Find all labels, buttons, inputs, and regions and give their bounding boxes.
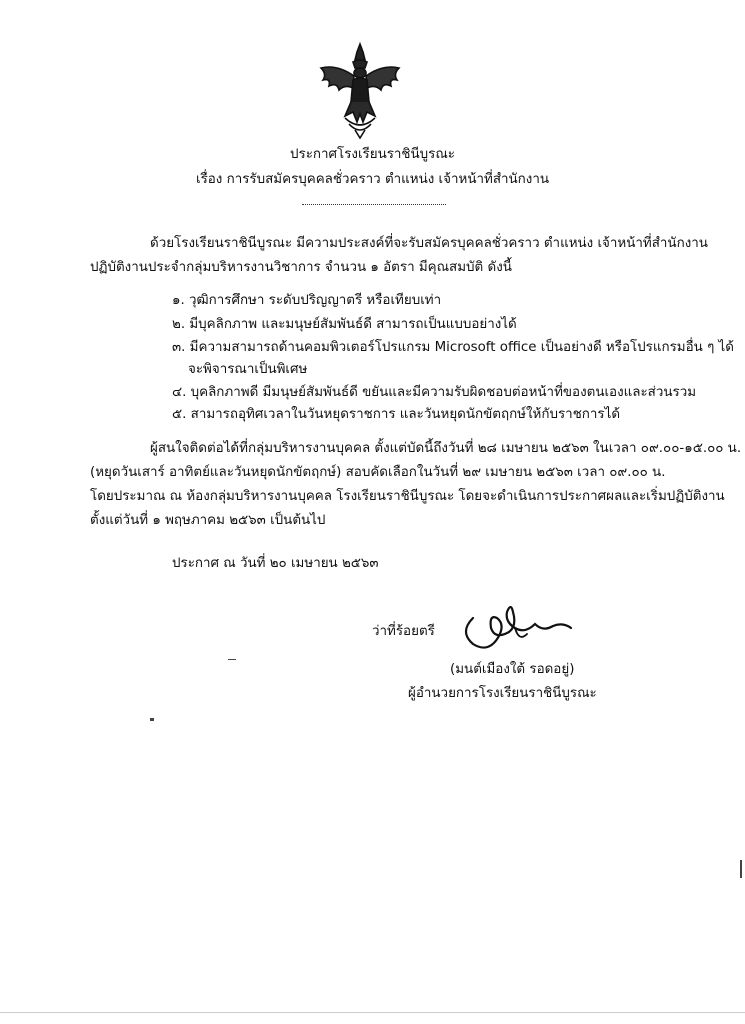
signatory-position: ผู้อำนวยการโรงเรียนราชินีบูรณะ [408,686,597,701]
contact-line-2: (หยุดวันเสาร์ อาทิตย์และวันหยุดนักขัตฤกษ์) สอบคัดเลือกในวันที่ ๒๙ เมษายน ๒๕๖๓ เวลา ๐๙.๐๐ น. [90,465,666,480]
signatory-name: (มนต์เมืองใต้ รอดอยู่) [450,662,575,677]
announcement-date: ประกาศ ณ วันที่ ๒๐ เมษายน ๒๕๖๓ [172,556,379,571]
intro-line-2: ปฏิบัติงานประจำกลุ่มบริหารงานวิชาการ จำนวน ๑ อัตรา มีคุณสมบัติ ดังนี้ [90,260,512,275]
title-divider [302,204,446,205]
contact-line-3: โดยประมาณ ณ ห้องกลุ่มบริหารงานบุคคล โรงเรียนราชินีบูรณะ โดยจะดำเนินการประกาศผลและเริ่มปฏิบัติงาน [90,489,725,504]
signatory-rank: ว่าที่ร้อยตรี [372,624,435,639]
announcement-title: ประกาศโรงเรียนราชินีบูรณะ [290,147,455,162]
garuda-emblem-icon [315,40,405,140]
scan-edge [0,1012,745,1013]
qualification-3-continued: จะพิจารณาเป็นพิเศษ [188,362,308,377]
scan-mark [228,659,236,660]
announcement-subject: เรื่อง การรับสมัครบุคคลชั่วคราว ตำแหน่ง เจ้าหน้าที่สำนักงาน [196,172,549,187]
qualification-4: ๔. บุคลิกภาพดี มีมนุษย์สัมพันธ์ดี ขยันและมีความรับผิดชอบต่อหน้าที่ของตนเองและส่วนรวม [172,385,697,400]
intro-line-1: ด้วยโรงเรียนราชินีบูรณะ มีความประสงค์ที่จะรับสมัครบุคคลชั่วคราว ตำแหน่ง เจ้าหน้าที่สำนักงาน [150,236,708,251]
qualification-3: ๓. มีความสามารถด้านคอมพิวเตอร์โปรแกรม Microsoft office เป็นอย่างดี หรือโปรแกรมอื่น ๆ ได้ [172,340,734,355]
contact-line-4: ตั้งแต่วันที่ ๑ พฤษภาคม ๒๕๖๓ เป็นต้นไป [90,513,326,528]
qualification-1: ๑. วุฒิการศึกษา ระดับปริญญาตรี หรือเทียบเท่า [172,293,442,308]
contact-line-1: ผู้สนใจติดต่อได้ที่กลุ่มบริหารงานบุคคล ตั้งแต่บัดนี้ถึงวันที่ ๒๘ เมษายน ๒๕๖๓ ในเวลา ๐๙.๐๐-๑๕.๐๐ น. [150,441,742,456]
handwritten-signature [455,598,575,656]
scan-mark [740,860,742,878]
qualification-2: ๒. มีบุคลิกภาพ และมนุษย์สัมพันธ์ดี สามารถเป็นแบบอย่างได้ [172,317,517,332]
scan-mark [150,718,154,721]
qualification-5: ๕. สามารถอุทิศเวลาในวันหยุดราชการ และวันหยุดนักขัตฤกษ์ให้กับราชการได้ [172,407,621,422]
